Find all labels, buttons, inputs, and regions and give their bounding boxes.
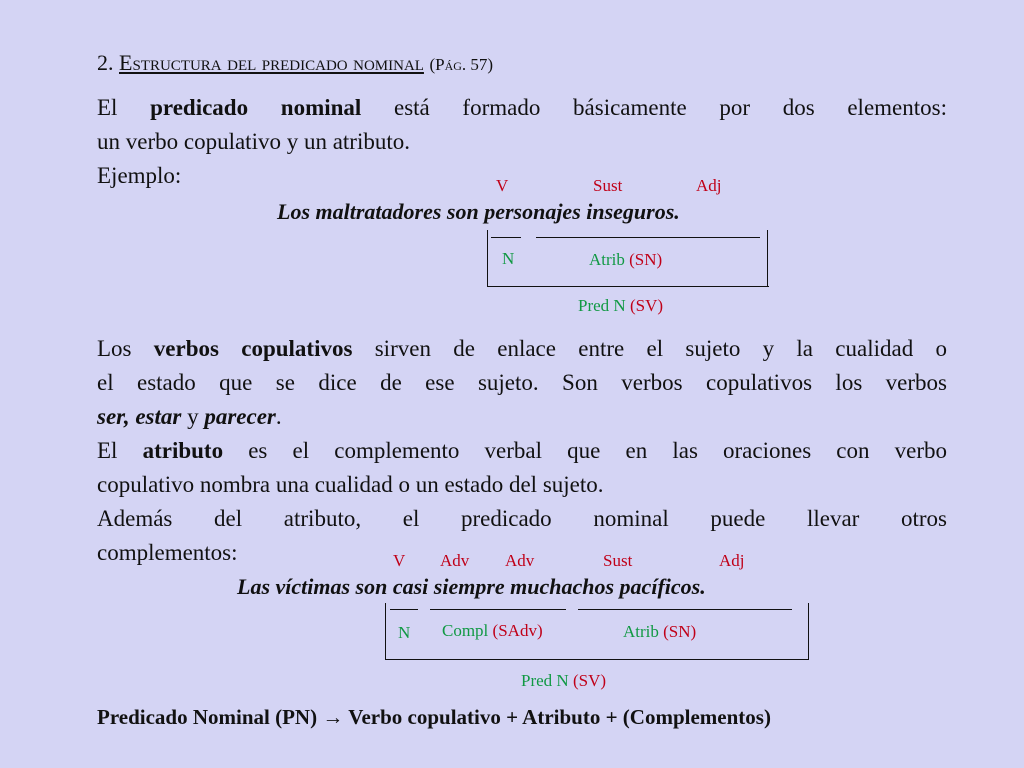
ex2-underline-compl: [430, 609, 566, 610]
ex1-tag-adj: Adj: [696, 176, 722, 195]
ex2-tag-adv-1: Adv: [440, 551, 470, 570]
intro-line-2: un verbo copulativo y un atributo.: [97, 129, 410, 154]
copulativos-line-1: Los verbos copulativos sirven de enlace entre el sujeto y la cualidad o: [97, 336, 948, 361]
ex1-underline-atrib: [536, 237, 760, 238]
ademas-line-2: complementos:: [97, 540, 238, 565]
ex2-bracket-bottom: [385, 659, 809, 660]
copulativos-paragraph: [97, 332, 947, 570]
ex2-tag-sust: Sust: [603, 551, 633, 570]
ex1-underline-v: [491, 237, 521, 238]
ex1-pred-label: Pred N (SV): [578, 296, 664, 315]
formula-right: Verbo copulativo + Atributo + (Complementos): [348, 705, 771, 729]
intro-paragraph: [97, 91, 947, 193]
intro-line-1: El predicado nominal está formado básicamente por dos elementos:: [97, 95, 947, 120]
atributo-line-2: copulativo nombra una cualidad o un estado del sujeto.: [97, 472, 604, 497]
ex2-underline-v: [390, 609, 418, 610]
ejemplo-label: Ejemplo:: [97, 163, 182, 188]
ex1-bracket-left: [487, 230, 488, 287]
ex2-bracket-right: [808, 603, 809, 660]
ex2-underline-atrib: [578, 609, 792, 610]
ex2-tag-adj: Adj: [719, 551, 745, 570]
ex2-tag-adv-2: Adv: [505, 551, 535, 570]
ademas-line-1: Además del atributo, el predicado nominal puede llevar otros: [97, 506, 947, 531]
summary-formula: [97, 705, 771, 730]
atributo-line-1: El atributo es el complemento verbal que en las oraciones con verbo: [97, 438, 947, 463]
ex2-tag-v: V: [393, 551, 406, 570]
term-verbos-copulativos: verbos copulativos: [153, 336, 353, 361]
ex1-n-label: N: [502, 249, 515, 268]
term-predicado-nominal: predicado nominal: [150, 95, 362, 120]
copulativos-line-2: el estado que se dice de ese sujeto. Son verbos copulativos los verbos: [97, 370, 947, 395]
ex1-tag-v: V: [496, 176, 509, 195]
ex1-tag-sust: Sust: [593, 176, 623, 195]
copulativos-line-3: ser, estar y parecer.: [97, 404, 282, 429]
ex2-atrib-label: Atrib (SN): [623, 622, 697, 641]
section-number: 2.: [97, 50, 114, 75]
section-title: [97, 50, 493, 76]
ex2-bracket-left: [385, 603, 386, 660]
arrow-icon: →: [322, 705, 344, 729]
ex1-bracket-bottom: [487, 286, 769, 287]
ex2-compl-label: Compl (SAdv): [442, 621, 543, 640]
page-reference: (Pág. 57): [429, 55, 494, 74]
section-title-text: Estructura del predicado nominal: [119, 50, 424, 75]
ex1-atrib-label: Atrib (SN): [589, 250, 663, 269]
ex2-pred-label: Pred N (SV): [521, 671, 607, 690]
ex1-sentence: Los maltratadores son personajes inseguros.: [277, 199, 680, 224]
ex2-sentence: Las víctimas son casi siempre muchachos pacíficos.: [237, 574, 706, 599]
ex2-n-label: N: [398, 623, 411, 642]
term-atributo: atributo: [142, 438, 224, 463]
ex1-bracket-right: [767, 230, 768, 287]
formula-left: Predicado Nominal (PN): [97, 705, 318, 729]
